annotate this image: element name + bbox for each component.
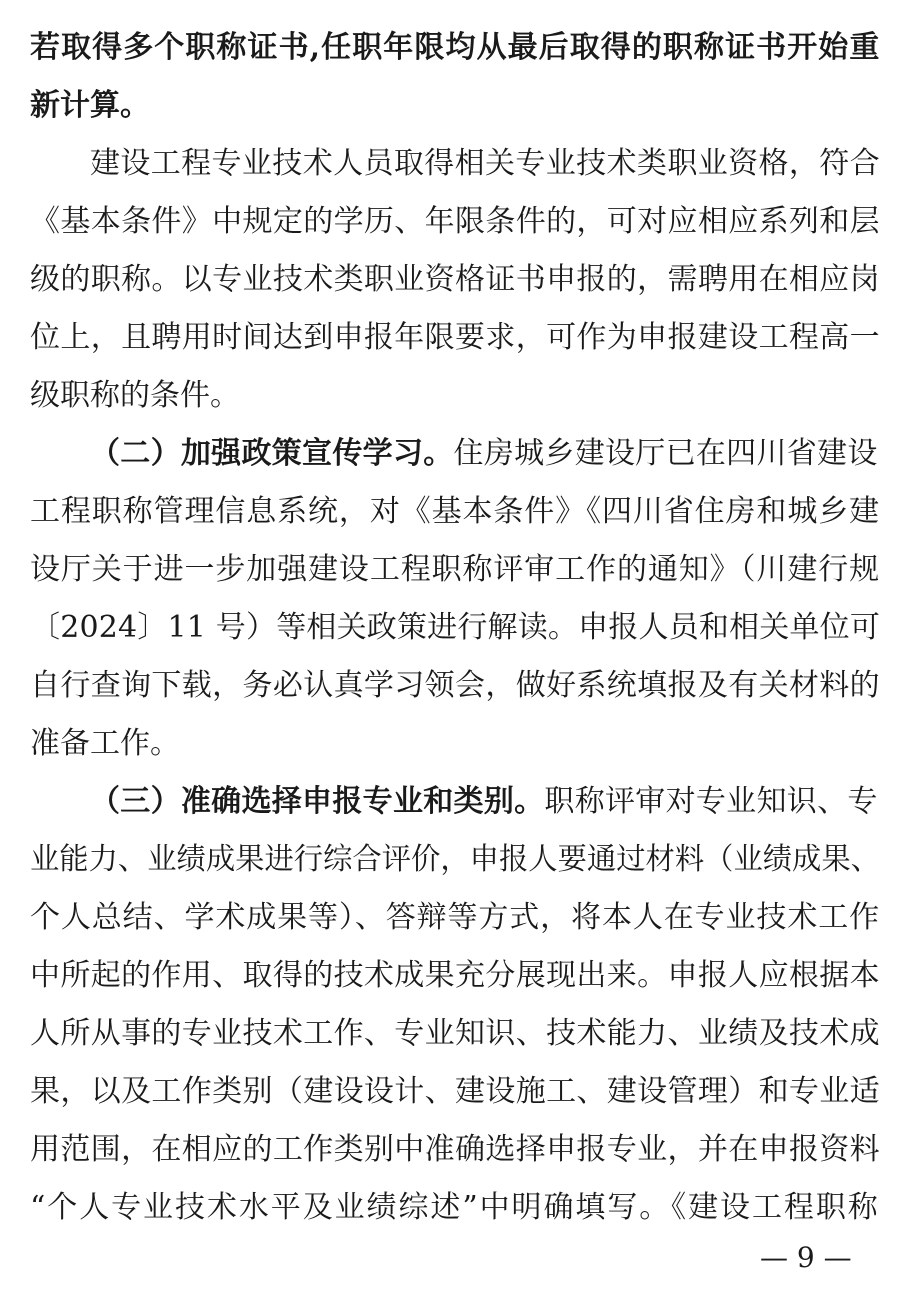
- section-text-2: 住房城乡建设厅已在四川省建设: [453, 436, 878, 471]
- text-line-9: 工程职称管理信息系统，对《基本条件》《四川省住房和城乡建: [30, 494, 881, 529]
- text-line-8: [90, 436, 878, 472]
- text-line-2: 新计算。: [30, 88, 150, 123]
- text-line-14: [90, 784, 878, 820]
- text-line-5: 级的职称。以专业技术类职业资格证书申报的，需聘用在相应岗: [30, 262, 880, 297]
- text-line-6: 位上，且聘用时间达到申报年限要求，可作为申报建设工程高一: [30, 320, 880, 355]
- text-line-21: “个人专业技术水平及业绩综述”中明确填写。《建设工程职称: [30, 1190, 880, 1225]
- page-number: — 9 —: [760, 1241, 852, 1274]
- text-line-11: 〔2024〕11 号）等相关政策进行解读。申报人员和相关单位可: [30, 610, 881, 645]
- section-text-3: 职称评审对专业知识、专: [544, 784, 878, 819]
- text-line-15: 业能力、业绩成果进行综合评价，申报人要通过材料（业绩成果、: [30, 842, 880, 877]
- text-line-3: 建设工程专业技术人员取得相关专业技术类职业资格，符合: [90, 146, 881, 181]
- section-heading-3: （三）准确选择申报专业和类别。: [90, 784, 545, 819]
- text-line-7: 级职称的条件。: [30, 378, 240, 413]
- text-line-4: 《基本条件》中规定的学历、年限条件的，可对应相应系列和层: [30, 204, 880, 239]
- text-line-10: 设厅关于进一步加强建设工程职称评审工作的通知》（川建行规: [30, 552, 881, 587]
- text-line-17: 中所起的作用、取得的技术成果充分展现出来。申报人应根据本: [30, 958, 880, 993]
- text-line-19: 果，以及工作类别（建设设计、建设施工、建设管理）和专业适: [30, 1074, 880, 1109]
- text-line-18: 人所从事的专业技术工作、专业知识、技术能力、业绩及技术成: [30, 1016, 880, 1051]
- text-line-20: 用范围，在相应的工作类别中准确选择申报专业，并在申报资料: [30, 1132, 880, 1167]
- text-line-13: 准备工作。: [30, 726, 180, 761]
- text-line-1: 若取得多个职称证书,任职年限均从最后取得的职称证书开始重: [30, 30, 881, 65]
- text-line-16: 个人总结、学术成果等）、答辩等方式，将本人在专业技术工作: [30, 900, 881, 935]
- text-line-12: 自行查询下载，务必认真学习领会，做好系统填报及有关材料的: [30, 668, 880, 703]
- section-heading-2: （二）加强政策宣传学习。: [90, 436, 454, 471]
